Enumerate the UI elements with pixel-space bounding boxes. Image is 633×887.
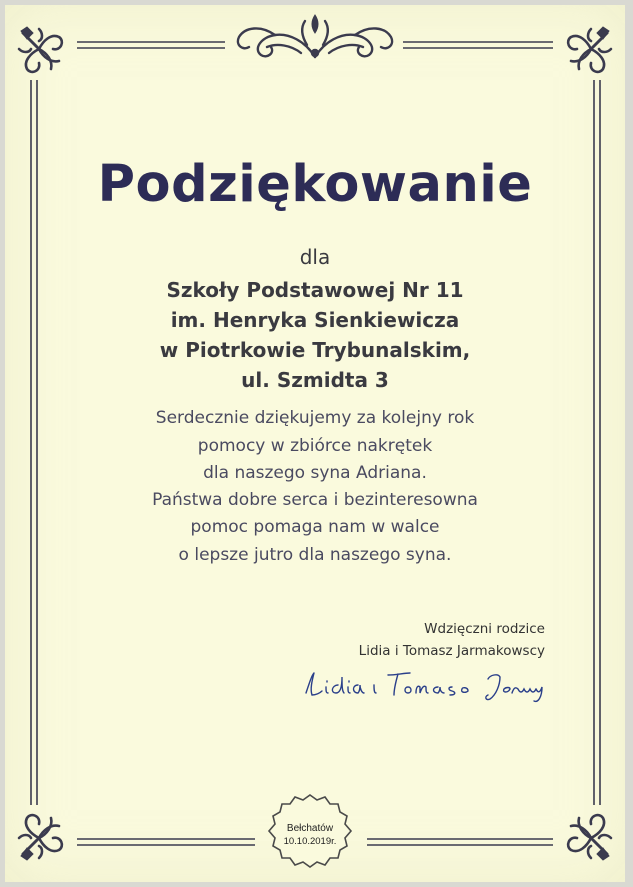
body-line: dla naszego syna Adriana. bbox=[203, 463, 427, 483]
body-line: pomocy w zbiórce nakrętek bbox=[197, 436, 433, 456]
recipient-line: im. Henryka Sienkiewicza bbox=[170, 308, 460, 332]
handwritten-signature bbox=[300, 667, 550, 705]
signoff-greeting: Wdzięczni rodzice bbox=[424, 621, 545, 637]
top-flourish bbox=[238, 15, 392, 57]
recipient-line: w Piotrkowie Trybunalskim, bbox=[159, 338, 471, 362]
corner-ornament-bottom-right bbox=[568, 815, 611, 860]
seal-date: 10.10.2019r. bbox=[283, 836, 337, 847]
seal-place: Bełchatów bbox=[286, 823, 334, 834]
corner-ornament-top-right bbox=[568, 27, 611, 72]
date-seal bbox=[267, 793, 353, 869]
recipient-line: ul. Szmidta 3 bbox=[241, 368, 389, 392]
body-line: pomoc pomaga nam w walce bbox=[190, 517, 440, 537]
body-line: Państwa dobre serca i bezinteresowna bbox=[152, 490, 478, 510]
recipient-line: Szkoły Podstawowej Nr 11 bbox=[166, 278, 464, 302]
body-line: Serdecznie dziękujemy za kolejny rok bbox=[155, 408, 475, 428]
recipient-intro: dla bbox=[299, 245, 331, 269]
corner-ornament-bottom-left bbox=[19, 815, 62, 860]
certificate-sheet bbox=[5, 5, 625, 882]
certificate-title: Podziękowanie bbox=[97, 155, 533, 214]
body-line: o lepsze jutro dla naszego syna. bbox=[178, 545, 452, 565]
signoff-names: Lidia i Tomasz Jarmakowscy bbox=[358, 643, 545, 659]
corner-ornament-top-left bbox=[19, 27, 62, 72]
